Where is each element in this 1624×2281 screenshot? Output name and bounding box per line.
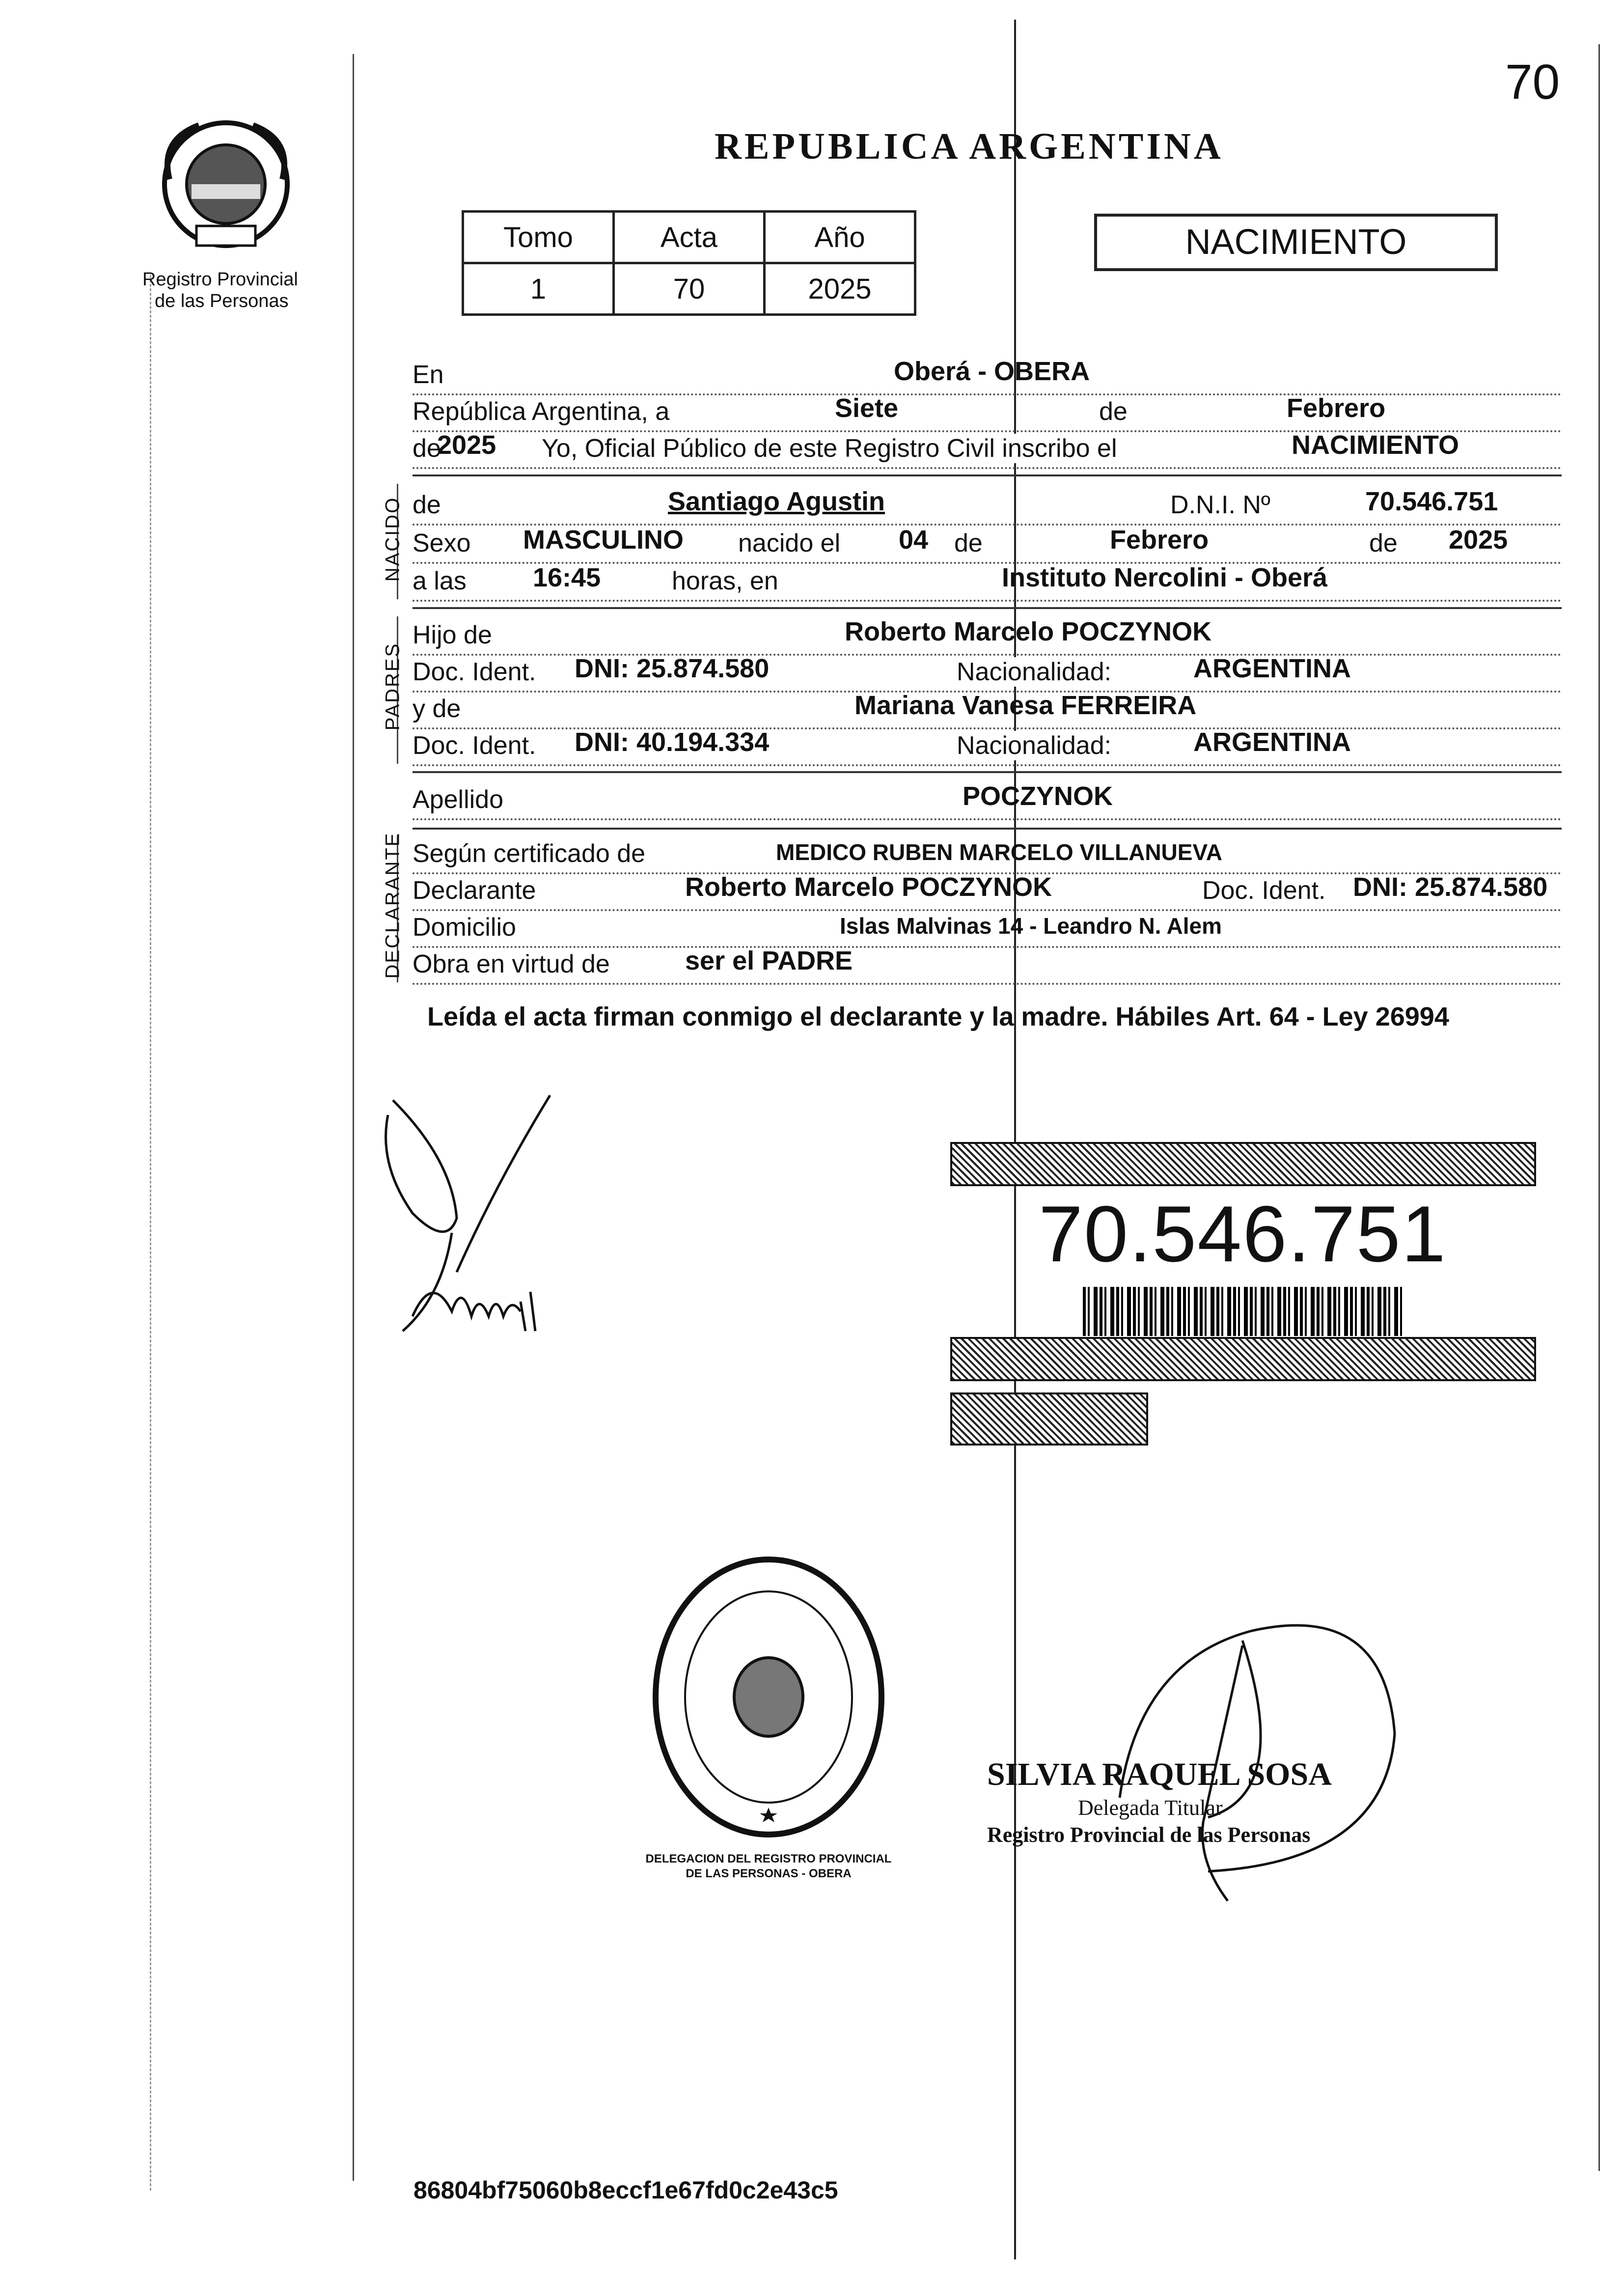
value-domicilio: Islas Malvinas 14 - Leandro N. Alem [840, 913, 1222, 939]
value-declarante: Roberto Marcelo POCZYNOK [685, 872, 1052, 902]
value-madre-doc: DNI: 40.194.334 [575, 727, 770, 757]
closing-text: Leída el acta firman conmigo el declarante y la madre. Hábiles Art. 64 - Ley 26994 [427, 1002, 1449, 1031]
official-office: Registro Provincial de las Personas [987, 1823, 1311, 1847]
value-tipo: NACIMIENTO [1292, 430, 1459, 460]
page-number: 70 [1505, 55, 1560, 110]
row-nombre: de Santiago Agustin D.N.I. Nº 70.546.751 [413, 486, 1562, 526]
row-obra: Obra en virtud de ser el PADRE [413, 946, 1562, 985]
value-anio: 2025 [765, 263, 915, 315]
value-mes: Febrero [1287, 393, 1386, 423]
official-signature [1080, 1586, 1414, 1920]
left-punch-marks [150, 275, 151, 2191]
value-nombre: Santiago Agustin [668, 487, 885, 516]
registry-line2: de las Personas [155, 291, 289, 311]
header-anio: Año [765, 212, 915, 263]
value-declarante-doc: DNI: 25.874.580 [1353, 872, 1548, 902]
record-type-box [1094, 214, 1498, 271]
record-type: NACIMIENTO [1185, 223, 1407, 262]
row-apellido: Apellido POCZYNOK [413, 781, 1562, 820]
stamp-small-box [950, 1392, 1148, 1446]
value-padre-doc: DNI: 25.874.580 [575, 654, 770, 683]
section-declarante: DECLARANTE [382, 832, 404, 979]
header-tomo: Tomo [463, 212, 614, 263]
right-margin-line [1598, 44, 1600, 2171]
registry-line1: Registro Provincial [142, 269, 298, 290]
registry-seal [648, 1552, 889, 1847]
row-republica: República Argentina, a Siete de Febrero [413, 393, 1562, 432]
document-title: REPUBLICA ARGENTINA [715, 126, 1224, 167]
stamp-band-top [950, 1142, 1536, 1186]
stamp-band-bottom [950, 1337, 1536, 1381]
value-anio-letra: 2025 [437, 430, 496, 460]
section-nacido: NACIDO [382, 496, 404, 582]
record-table [462, 210, 916, 316]
value-apellido: POCZYNOK [963, 781, 1113, 811]
declarant-signature [373, 1085, 579, 1351]
value-padre-nac: ARGENTINA [1193, 654, 1351, 683]
value-hora: 16:45 [533, 563, 601, 592]
value-sexo: MASCULINO [523, 525, 684, 555]
value-dia: Siete [835, 393, 899, 423]
value-madre-nac: ARGENTINA [1193, 727, 1351, 757]
value-dia-nac: 04 [899, 525, 929, 555]
dni-stamp: 70.546.751 [1039, 1190, 1447, 1279]
value-lugar: Oberá - OBERA [894, 357, 1090, 386]
left-margin-line [353, 54, 354, 2181]
value-anio-nac: 2025 [1449, 525, 1508, 555]
row-oficial: de 2025 Yo, Oficial Público de este Registro Civil inscribo el NACIMIENTO [413, 430, 1562, 469]
value-dni: 70.546.751 [1365, 487, 1498, 516]
divider-3 [413, 771, 1562, 773]
province-logo [150, 111, 302, 263]
value-acta: 70 [614, 263, 765, 315]
divider-1 [413, 474, 1562, 476]
row-padre-doc: Doc. Ident. DNI: 25.874.580 Nacionalidad: ARGENTINA [413, 653, 1562, 693]
document-hash: 86804bf75060b8eccf1e67fd0c2e43c5 [413, 2176, 838, 2204]
divider-4 [413, 828, 1562, 830]
row-hora: a las 16:45 horas, en Instituto Nercolini - Oberá [413, 562, 1562, 602]
row-en: En Oberá - OBERA [413, 356, 1562, 395]
header-acta: Acta [614, 212, 765, 263]
row-madre: y de Mariana Vanesa FERREIRA [413, 690, 1562, 729]
barcode [1083, 1287, 1402, 1336]
row-domicilio: Domicilio Islas Malvinas 14 - Leandro N. Alem [413, 909, 1562, 948]
official-role: Delegada Titular [1078, 1796, 1223, 1820]
row-sexo: Sexo MASCULINO nacido el 04 de Febrero de 2025 [413, 525, 1562, 564]
value-mes-nac: Febrero [1110, 525, 1209, 555]
divider-2 [413, 607, 1562, 609]
value-lugar-nac: Instituto Nercolini - Oberá [1002, 563, 1328, 592]
row-declarante: Declarante Roberto Marcelo POCZYNOK Doc. Ident. DNI: 25.874.580 [413, 872, 1562, 911]
value-obra: ser el PADRE [685, 946, 853, 975]
row-madre-doc: Doc. Ident. DNI: 40.194.334 Nacionalidad: ARGENTINA [413, 727, 1562, 766]
value-certificado: MEDICO RUBEN MARCELO VILLANUEVA [776, 839, 1222, 865]
row-certificado: Según certificado de MEDICO RUBEN MARCELO VILLANUEVA [413, 835, 1562, 874]
center-fold-line [1014, 20, 1016, 2259]
section-padres: PADRES [382, 642, 404, 731]
row-padre: Hijo de Roberto Marcelo POCZYNOK [413, 616, 1562, 656]
official-name: SILVIA RAQUEL SOSA [987, 1756, 1332, 1792]
seal-text: DELEGACION DEL REGISTRO PROVINCIAL DE LAS PERSONAS - OBERA [645, 1852, 892, 1880]
value-tomo: 1 [463, 263, 614, 315]
value-madre: Mariana Vanesa FERREIRA [854, 691, 1197, 720]
value-padre: Roberto Marcelo POCZYNOK [845, 617, 1212, 646]
